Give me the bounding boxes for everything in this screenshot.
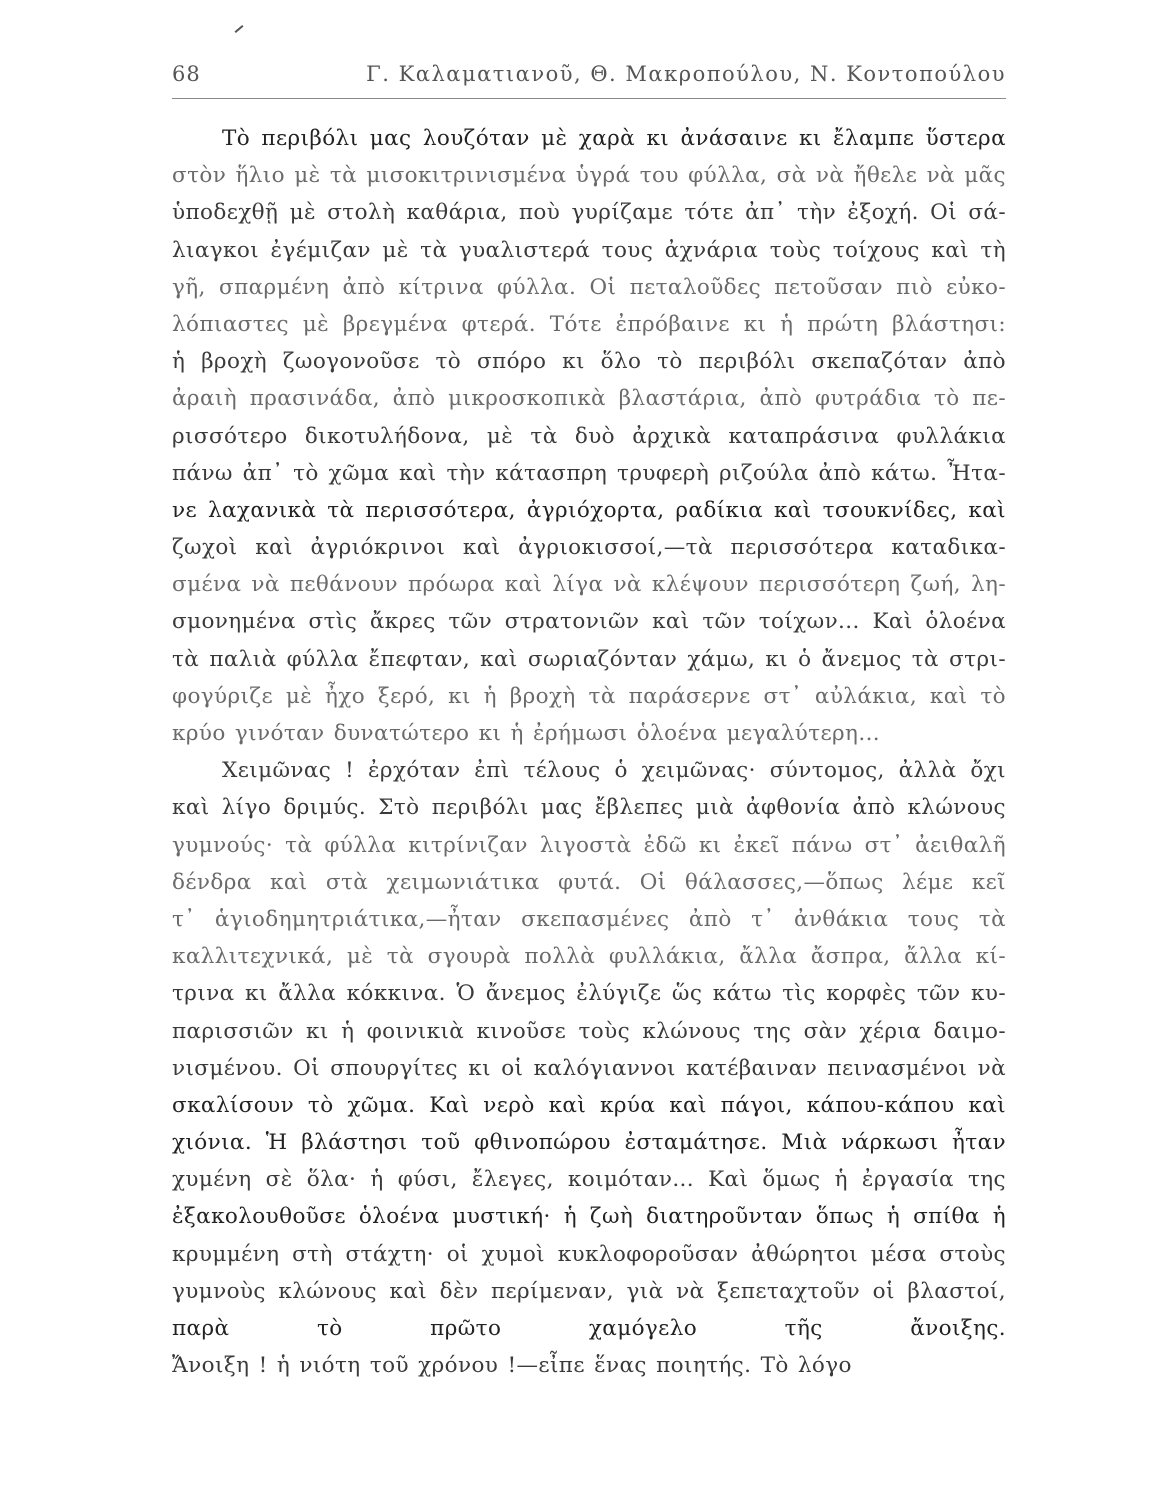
text-line: ζωχοὶ καὶ ἀγριόκρινοι καὶ ἀγριοκισσοί,—τὰ περισσότερα καταδικα-: [172, 535, 1006, 561]
text-line: λιαγκοι ἐγέμιζαν μὲ τὰ γυαλιστερά τους ἀχνάρια τοὺς τοίχους καὶ τὴ: [172, 237, 1006, 263]
text-line: σμονημένα στὶς ἄκρες τῶν στρατονιῶν καὶ τῶν τοίχων... Καὶ ὁλοένα: [172, 609, 1006, 635]
text-line: κρύο γινόταν δυνατώτερο κι ἡ ἐρήμωσι ὁλοένα μεγαλύτερη...: [172, 721, 881, 746]
text-line: καὶ λίγο δριμύς. Στὸ περιβόλι μας ἔβλεπες μιὰ ἀφθονία ἀπὸ κλώνους: [172, 795, 1006, 821]
text-line: παρισσιῶν κι ἡ φοινικιὰ κινοῦσε τοὺς κλώνους της σὰν χέρια δαιμο-: [172, 1018, 1006, 1044]
body-text: [172, 120, 1006, 1422]
text-line: τ᾽ ἁγιοδημητριάτικα,—ἦταν σκεπασμένες ἀπὸ τ᾽ ἀνθάκια τους τὰ: [172, 906, 1006, 932]
text-line: σκαλίσουν τὸ χῶμα. Καὶ νερὸ καὶ κρύα καὶ πάγοι, κάπου-κάπου καὶ: [172, 1092, 1006, 1118]
text-line: χιόνια. Ἡ βλάστησι τοῦ φθινοπώρου ἐσταμάτησε. Μιὰ νάρκωσι ἦταν: [172, 1130, 1006, 1156]
text-line: ἡ βροχὴ ζωογονοῦσε τὸ σπόρο κι ὅλο τὸ περιβόλι σκεπαζόταν ἀπὸ: [172, 349, 1006, 375]
text-line: λόπιαστες μὲ βρεγμένα φτερά. Τότε ἐπρόβαινε κι ἡ πρώτη βλάστησι:: [172, 311, 1006, 337]
pen-mark: [235, 25, 244, 33]
page-number: 68: [172, 62, 201, 86]
text-line: ἀραιὴ πρασινάδα, ἀπὸ μικροσκοπικὰ βλαστάρια, ἀπὸ φυτράδια τὸ πε-: [172, 386, 1006, 412]
text-line: γῆ, σπαρμένη ἀπὸ κίτρινα φύλλα. Οἱ πεταλοῦδες πετοῦσαν πιὸ εὐκο-: [172, 274, 1006, 300]
text-line: φογύριζε μὲ ἦχο ξερό, κι ἡ βροχὴ τὰ παράσερνε στ᾽ αὐλάκια, καὶ τὸ: [172, 683, 1006, 709]
text-line: Χειμῶνας ! ἐρχόταν ἐπὶ τέλους ὁ χειμῶνας· σύντομος, ἀλλὰ ὄχι: [222, 758, 1006, 784]
text-line: νε λαχανικὰ τὰ περισσότερα, ἀγριόχορτα, ραδίκια καὶ τσουκνίδες, καὶ: [172, 497, 1006, 523]
text-line: ὑποδεχθῇ μὲ στολὴ καθάρια, ποὺ γυρίζαμε τότε ἀπ᾽ τὴν ἐξοχή. Οἱ σά-: [172, 200, 1006, 226]
text-line: χυμένη σὲ ὅλα· ἡ φύσι, ἔλεγες, κοιμόταν... Καὶ ὅμως ἡ ἐργασία της: [172, 1167, 1006, 1193]
text-line: τὰ παλιὰ φύλλα ἔπεφταν, καὶ σωριαζόνταν χάμω, κι ὁ ἄνεμος τὰ στρι-: [172, 646, 1006, 672]
text-line: καλλιτεχνικά, μὲ τὰ σγουρὰ πολλὰ φυλλάκια, ἄλλα ἄσπρα, ἄλλα κί-: [172, 944, 1006, 970]
text-line: Τὸ περιβόλι μας λουζόταν μὲ χαρὰ κι ἀνάσαινε κι ἔλαμπε ὕστερα: [222, 126, 1006, 151]
text-line: κρυμμένη στὴ στάχτη· οἱ χυμοὶ κυκλοφοροῦσαν ἀθώρητοι μέσα στοὺς: [172, 1241, 1006, 1267]
text-line: δένδρα καὶ στὰ χειμωνιάτικα φυτά. Οἱ θάλασσες,—ὅπως λέμε κεῖ: [172, 869, 1006, 895]
text-line: τρινα κι ἄλλα κόκκινα. Ὁ ἄνεμος ἐλύγιζε ὥς κάτω τὶς κορφὲς τῶν κυ-: [172, 981, 1006, 1007]
text-line: γυμνούς· τὰ φύλλα κιτρίνιζαν λιγοστὰ ἐδῶ κι ἐκεῖ πάνω στ᾽ ἀειθαλῆ: [172, 832, 1006, 858]
text-line: παρὰ τὸ πρῶτο χαμόγελο τῆς ἄνοιξης.: [172, 1316, 1006, 1341]
text-line: ρισσότερο δικοτυλήδονα, μὲ τὰ δυὸ ἀρχικὰ καταπράσινα φυλλάκια: [172, 423, 1006, 449]
text-line: Ἄνοιξη ! ἡ νιότη τοῦ χρόνου !—εἶπε ἕνας ποιητής. Τὸ λόγο: [172, 1353, 852, 1379]
text-line: ἐξακολουθοῦσε ὁλοένα μυστική· ἡ ζωὴ διατηροῦνταν ὅπως ἡ σπίθα ἡ: [172, 1204, 1006, 1230]
text-line: σμένα νὰ πεθάνουν πρόωρα καὶ λίγα νὰ κλέψουν περισσότερη ζωή, λη-: [172, 572, 1006, 598]
text-line: πάνω ἀπ᾽ τὸ χῶμα καὶ τὴν κάτασπρη τρυφερὴ ριζούλα ἀπὸ κάτω. Ἦτα-: [172, 460, 1006, 486]
text-line: [172, 1384, 1006, 1421]
running-head: Γ. Καλαματιανοῦ, Θ. Μακροπούλου, Ν. Κοντοπούλου: [366, 62, 1006, 86]
text-line: γυμνοὺς κλώνους καὶ δὲν περίμεναν, γιὰ νὰ ξεπεταχτοῦν οἱ βλαστοί,: [172, 1278, 1006, 1304]
page-header: [172, 62, 1006, 99]
text-line: στὸν ἥλιο μὲ τὰ μισοκιτρινισμένα ὑγρά του φύλλα, σὰ νὰ ἤθελε νὰ μᾶς: [172, 163, 1006, 189]
text-line: νισμένου. Οἱ σπουργίτες κι οἱ καλόγιαννοι κατέβαιναν πεινασμένοι νὰ: [172, 1055, 1006, 1081]
